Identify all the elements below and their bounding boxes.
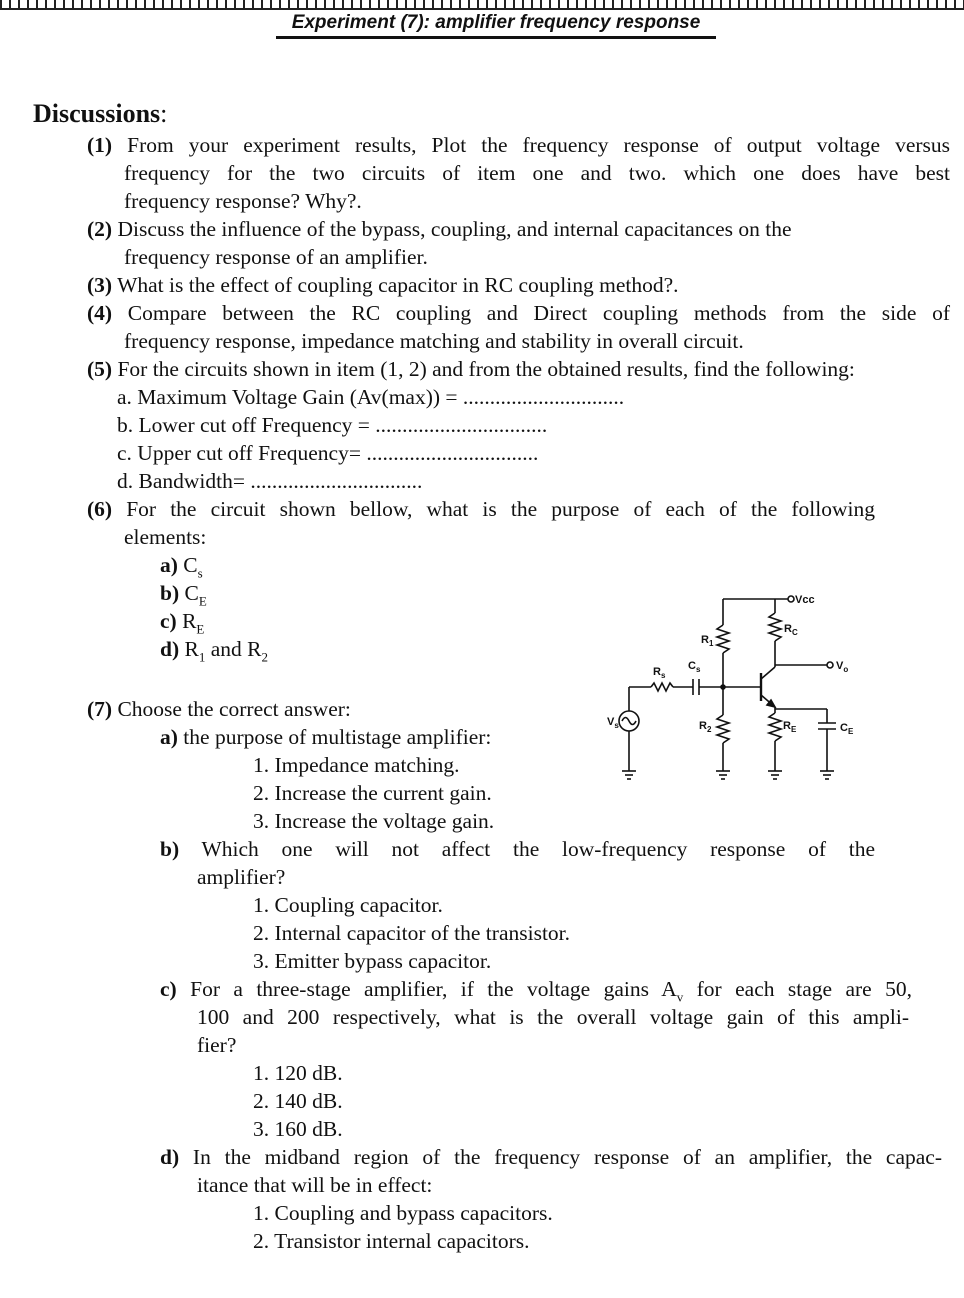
q1-number: (1) [87,133,113,157]
q7d-question-line1: d) In the midband region of the frequency response of an amplifier, the capac- [160,1145,942,1169]
discussions-heading: Discussions: [33,99,168,128]
q7a-option-1: 1. Impedance matching. [253,753,460,777]
rc-resistor [769,613,781,641]
rc-label: $R_C$ [784,623,798,637]
q6-line1: (6) For the circuit shown bellow, what is the purpose of each of the following [87,497,875,521]
r2-resistor [717,715,729,743]
vs-sine-icon [622,718,636,725]
q5-item-b: b. Lower cut off Frequency = ................................ [117,413,548,437]
rs-resistor [651,683,673,691]
q4-number: (4) [87,301,113,325]
q5-line1: (5) For the circuits shown in item (1, 2) and from the obtained results, find the following: [87,357,855,381]
q7a-option-2: 2. Increase the current gain. [253,781,492,805]
amplifier-circuit-diagram [595,585,865,790]
q4-line1: (4) Compare between the RC coupling and Direct coupling methods from the side of [87,301,950,325]
q6-item-d: d) $R_1$ and $R_2$ [160,637,268,665]
vcc-terminal [788,596,794,602]
ground-icon [622,771,636,779]
q7d-option-1: 1. Coupling and bypass capacitors. [253,1201,553,1225]
q7-line1: (7) Choose the correct answer: [87,697,351,721]
q4-line2: frequency response, impedance matching and stability in overall circuit. [124,329,744,353]
q3-number: (3) [87,273,113,297]
q7a-option-3: 3. Increase the voltage gain. [253,809,495,833]
ground-icon [820,771,834,779]
q7b-option-3: 3. Emitter bypass capacitor. [253,949,492,973]
q7c-question-line2: 100 and 200 respectively, what is the overall voltage gain of this ampli- [197,1005,909,1029]
r2-label: $R_2$ [699,720,712,734]
ground-icon [768,771,782,779]
q7c-question-line1: c) For a three-stage amplifier, if the voltage gains $A_v$ for each stage are 50, [160,977,912,1005]
q6-number: (6) [87,497,113,521]
q2-line2: frequency response of an amplifier. [124,245,428,269]
q6-item-c: c) $R_E$ [160,609,205,637]
vo-terminal [827,662,833,668]
q7c-option-2: 2. 140 dB. [253,1089,343,1113]
q7c-question-line3: fier? [197,1033,237,1057]
q6-item-a: a) $C_s$ [160,553,203,581]
q6-item-b: b) $C_E$ [160,581,207,609]
q1-line1: (1) From your experiment results, Plot the frequency response of output voltage versus [87,133,950,157]
cs-label: $C_s$ [688,660,701,674]
rs-label: $R_s$ [653,666,666,680]
q7d-option-2: 2. Transistor internal capacitors. [253,1229,530,1253]
ground-icon [716,771,730,779]
q3-line1: (3) What is the effect of coupling capacitor in RC coupling method?. [87,273,679,297]
q2-number: (2) [87,217,113,241]
r1-label: $R_1$ [701,634,714,648]
q7b-option-2: 2. Internal capacitor of the transistor. [253,921,571,945]
q1-line2: frequency for the two circuits of item one and two. which one does have best [124,161,950,185]
re-resistor [769,713,781,741]
r1-resistor [717,625,729,653]
q5-number: (5) [87,357,113,381]
q1-line3: frequency response? Why?. [124,189,362,213]
q5-item-c: c. Upper cut off Frequency= ................................ [117,441,539,465]
vcc-label: Vcc [795,594,815,606]
q7c-option-1: 1. 120 dB. [253,1061,343,1085]
transistor-collector [761,667,775,679]
q7b-question-line1: b) Which one will not affect the low-frequency response of the [160,837,875,861]
q6-line2: elements: [124,525,207,549]
q7-number: (7) [87,697,113,721]
q5-item-d: d. Bandwidth= ................................ [117,469,423,493]
vo-label: $V_o$ [836,660,849,674]
re-label: $R_E$ [783,720,797,734]
vs-label: $V_s$ [607,716,619,730]
q2-line1: (2) Discuss the influence of the bypass, coupling, and internal capacitances on the [87,217,792,241]
q5-item-a: a. Maximum Voltage Gain (Av(max)) = .............................. [117,385,625,409]
q7b-option-1: 1. Coupling capacitor. [253,893,443,917]
page-border-decoration [0,0,964,10]
q7b-question-line2: amplifier? [197,865,286,889]
page-title: Experiment (7): amplifier frequency response [276,10,716,39]
q7c-option-3: 3. 160 dB. [253,1117,343,1141]
q7d-question-line2: itance that will be in effect: [197,1173,433,1197]
ce-label: $C_E$ [840,722,854,736]
q7a-question: a) the purpose of multistage amplifier: [160,725,492,749]
